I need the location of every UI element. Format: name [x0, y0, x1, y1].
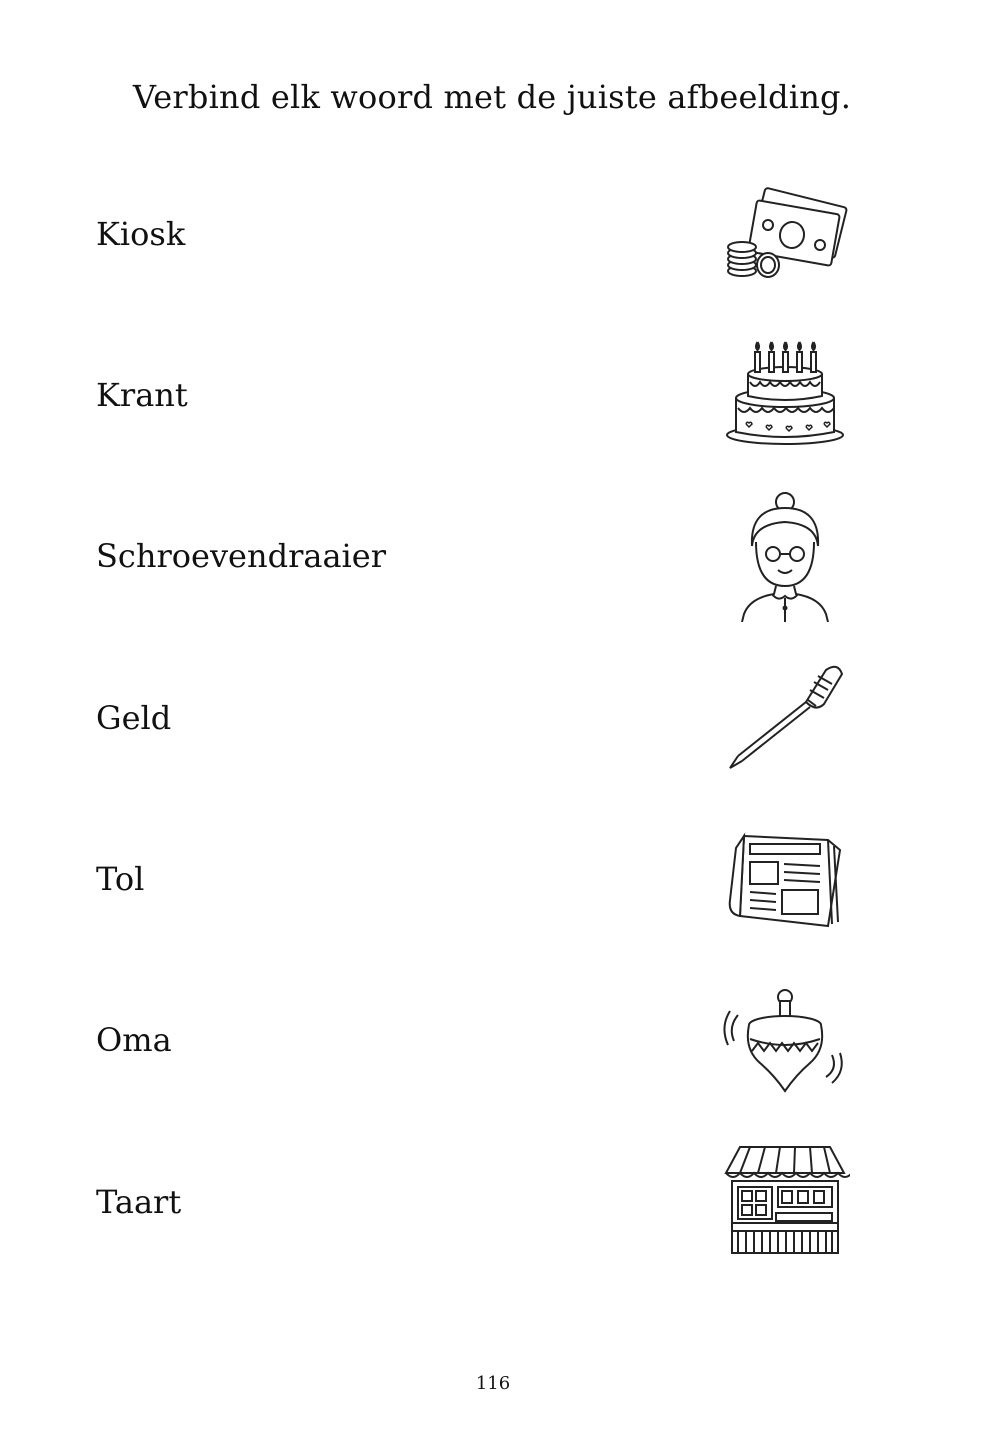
word-geld: Geld [96, 699, 172, 737]
screwdriver-icon [720, 660, 850, 770]
word-oma: Oma [96, 1021, 172, 1059]
instruction-title: Verbind elk woord met de juiste afbeelding. [132, 78, 852, 116]
page-number: 116 [475, 1373, 511, 1394]
grandmother-icon [720, 490, 850, 622]
spinning-top-icon [720, 985, 850, 1100]
word-taart: Taart [96, 1183, 182, 1221]
word-schroevendraaier: Schroevendraaier [96, 537, 386, 575]
money-icon [720, 185, 850, 295]
word-krant: Krant [96, 376, 188, 414]
word-tol: Tol [96, 860, 145, 898]
word-kiosk: Kiosk [96, 215, 186, 253]
birthday-cake-icon [720, 340, 850, 450]
kiosk-icon [720, 1143, 850, 1258]
newspaper-icon [720, 828, 850, 938]
